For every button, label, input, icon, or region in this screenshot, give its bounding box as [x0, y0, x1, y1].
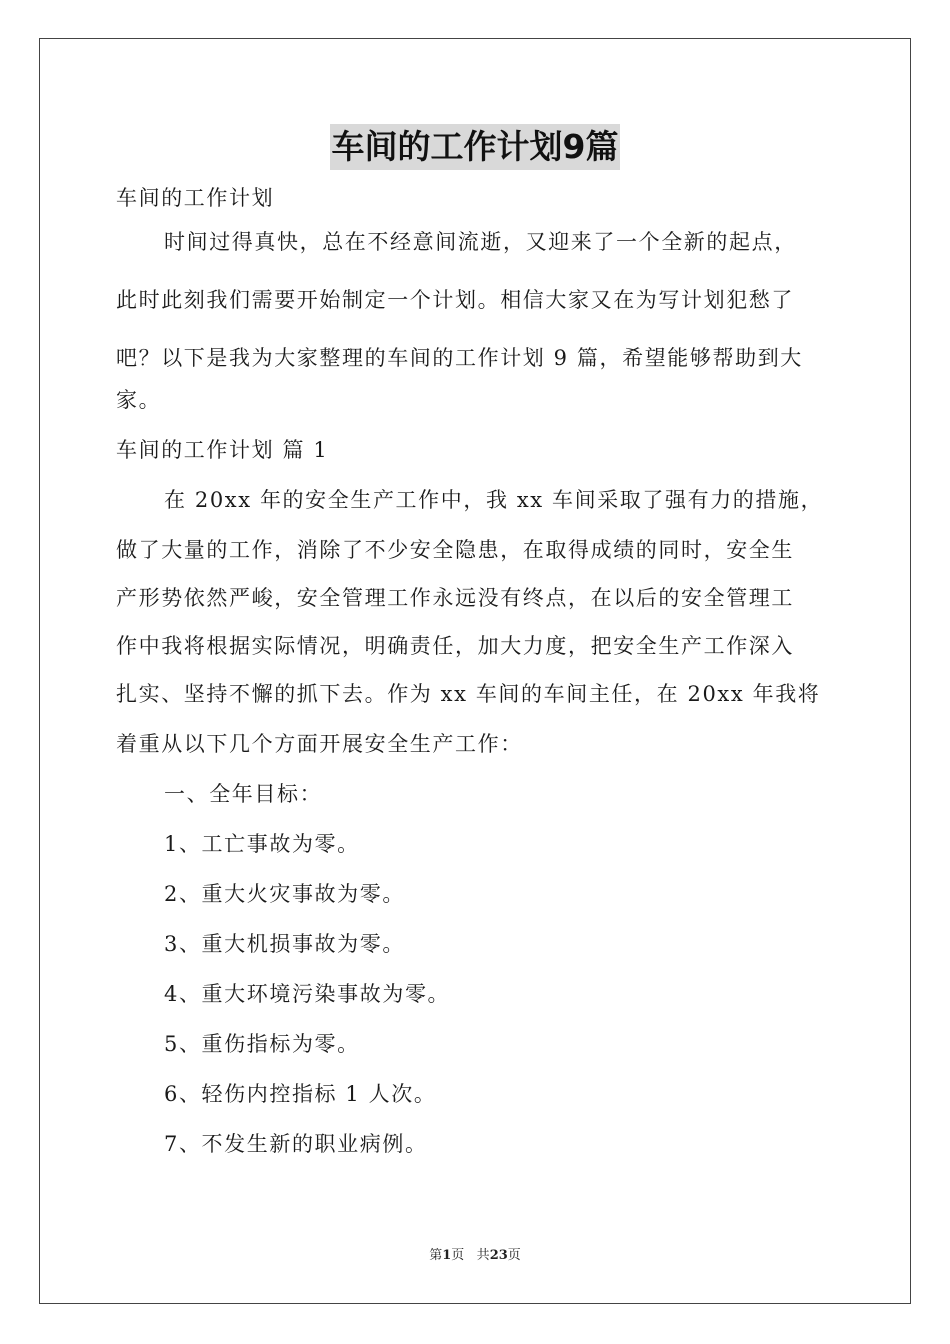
- body-line: 吧？以下是我为大家整理的车间的工作计划 9 篇，希望能够帮助到大: [116, 346, 803, 370]
- page-footer: [0, 1244, 950, 1263]
- body-line: 做了大量的工作，消除了不少安全隐患，在取得成绩的同时，安全生: [116, 538, 794, 562]
- body-line: 扎实、坚持不懈的抓下去。作为 xx 车间的车间主任，在 20xx 年我将: [116, 682, 821, 706]
- body-line: 4、重大环境污染事故为零。: [164, 982, 451, 1006]
- body-line: 作中我将根据实际情况，明确责任，加大力度，把安全生产工作深入: [116, 634, 794, 658]
- body-line: 2、重大火灾事故为零。: [164, 882, 405, 906]
- footer-total-pages: 23: [489, 1248, 508, 1263]
- body-line: 产形势依然严峻，安全管理工作永远没有终点，在以后的安全管理工: [116, 586, 794, 610]
- footer-total-prefix: 共: [476, 1248, 490, 1263]
- body-line: 着重从以下几个方面开展安全生产工作：: [116, 732, 523, 756]
- body-line: 家。: [116, 388, 162, 412]
- footer-page-number: 1: [442, 1248, 452, 1263]
- body-line: 此时此刻我们需要开始制定一个计划。相信大家又在为写计划犯愁了: [116, 288, 794, 312]
- footer-page-suffix: 页: [451, 1248, 465, 1263]
- body-line: 时间过得真快，总在不经意间流逝，又迎来了一个全新的起点，: [164, 230, 797, 254]
- body-line: 3、重大机损事故为零。: [164, 932, 405, 956]
- body-line: 1、工亡事故为零。: [164, 832, 360, 856]
- body-line: 车间的工作计划: [116, 186, 275, 210]
- body-line: 5、重伤指标为零。: [164, 1032, 360, 1056]
- body-line: 车间的工作计划 篇 1: [116, 438, 329, 462]
- footer-page-prefix: 第: [429, 1248, 443, 1263]
- body-line: 一、全年目标：: [164, 782, 323, 806]
- title-container: [0, 124, 950, 170]
- document-title: 车间的工作计划9篇: [330, 124, 621, 170]
- body-line: 6、轻伤内控指标 1 人次。: [164, 1082, 437, 1106]
- footer-total-suffix: 页: [507, 1248, 521, 1263]
- body-line: 在 20xx 年的安全生产工作中，我 xx 车间采取了强有力的措施，: [164, 488, 824, 512]
- body-line: 7、不发生新的职业病例。: [164, 1132, 428, 1156]
